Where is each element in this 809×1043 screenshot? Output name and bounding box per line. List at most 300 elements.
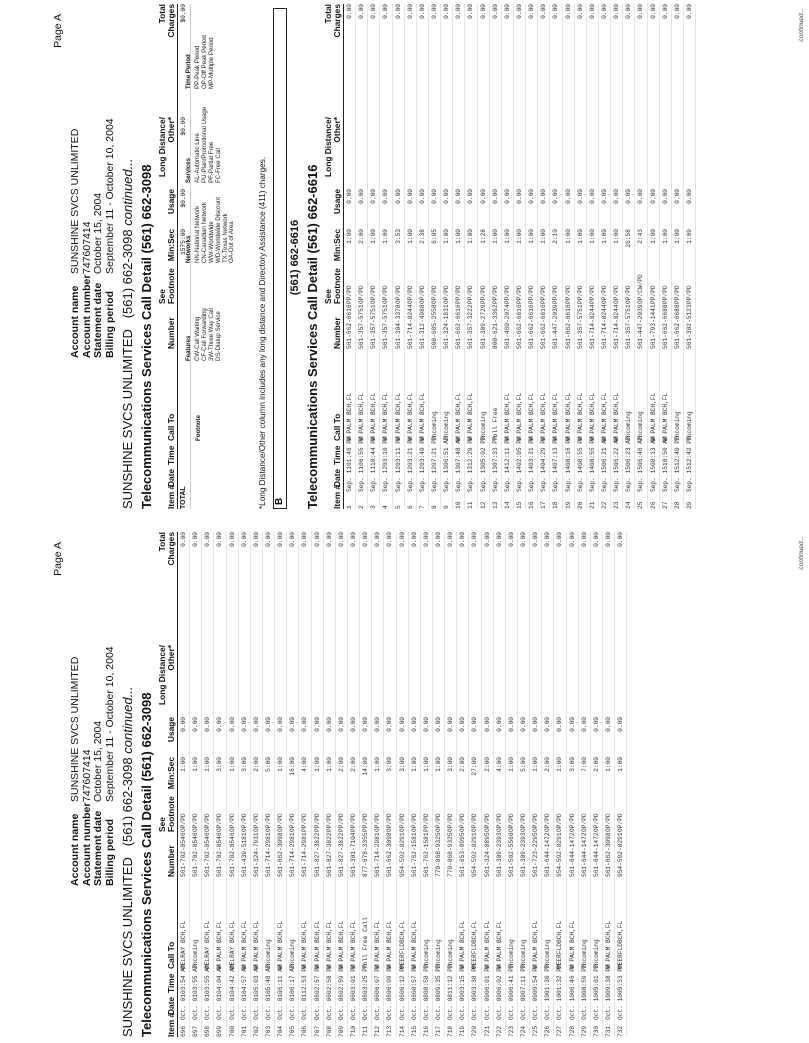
- number-cell: 954-592-0291: [398, 832, 406, 877]
- table-row: [465, 4, 477, 509]
- number-cell: 561-324-7931: [252, 832, 260, 877]
- date-cell: Oct. 01: [252, 994, 260, 1020]
- usage-cell: 0.00: [649, 189, 657, 204]
- long-distance-note: *Long Distance/Other column includes any long distance and Directory Assistance (411) charges.: [258, 156, 267, 509]
- number-cell: 877-678-3355: [362, 832, 370, 877]
- item-cell: 697: [192, 1025, 200, 1037]
- footnote-cell: OP/PD: [398, 813, 406, 832]
- total-cell: 0.00: [443, 4, 451, 19]
- billing-period-label: Billing period: [103, 290, 116, 358]
- total-cell: 0.00: [483, 532, 491, 547]
- item-cell: 710: [349, 1025, 357, 1037]
- table-row: [239, 532, 251, 1037]
- number-cell: 561-309-2393: [495, 832, 503, 877]
- table-row: [490, 4, 502, 509]
- minsec-cell: 2:00: [544, 757, 552, 772]
- time-cell: 03:25 PM: [362, 964, 370, 994]
- call-to-cell: W PALM BCH,FL: [588, 392, 596, 441]
- legend-item: OP-Off Peak Period: [200, 35, 208, 89]
- number-cell: 561-702-8546: [228, 832, 236, 877]
- time-cell: 06:02 PM: [495, 964, 503, 994]
- total-cell: 0.00: [325, 532, 333, 547]
- table-row: [526, 4, 538, 509]
- number-cell: 561-502-5560: [507, 832, 515, 877]
- call-to-cell: W PALM BCH,FL: [346, 392, 353, 441]
- call-to-cell: Toll Free Call: [362, 917, 370, 969]
- minsec-cell: 1:00: [434, 757, 442, 772]
- call-to-cell: W PALM BCH,FL: [649, 392, 657, 441]
- col-see: See: [157, 817, 167, 832]
- item-cell: 718: [447, 1025, 455, 1037]
- footnote-cell: PP/PD: [362, 813, 370, 832]
- minsec-cell: 1:00: [277, 757, 285, 772]
- minsec-cell: 3:00: [568, 757, 576, 772]
- number-cell: 561-762-1581: [410, 832, 418, 877]
- table-row: [251, 532, 263, 1037]
- date-cell: Oct. 08: [422, 994, 430, 1020]
- time-cell: 02:59 PM: [337, 964, 345, 994]
- total-cell: 0.00: [552, 4, 560, 19]
- time-cell: 03:38 PM: [471, 964, 479, 994]
- number-cell: 561-447-2039: [552, 304, 560, 349]
- footnote-cell: OP/PD: [544, 813, 552, 832]
- col-usage: Usage: [166, 717, 176, 743]
- col-usage: Usage: [332, 189, 342, 215]
- total-cell: 0.00: [495, 532, 503, 547]
- time-cell: 03:40 PM: [418, 436, 426, 466]
- call-to-cell: DEERFLDBCH,FL: [617, 920, 625, 969]
- call-to-cell: W PALM BCH,FL: [358, 392, 366, 441]
- number-cell: 561-357-5751: [576, 304, 584, 349]
- minsec-cell: 1:00: [180, 757, 187, 772]
- call-to-cell: Incoming: [673, 411, 681, 441]
- number-cell: 561-714-0244: [406, 304, 414, 349]
- item-cell: 2: [358, 505, 366, 509]
- total-cell: 0.00: [479, 4, 487, 19]
- item-cell: 708: [325, 1025, 333, 1037]
- col-footnote: Footnote: [332, 268, 342, 304]
- date-cell: Oct. 06: [362, 994, 370, 1020]
- total-cell: 0.00: [625, 4, 633, 19]
- usage-cell: 0.00: [613, 189, 621, 204]
- col-footnote: Footnote: [166, 268, 176, 304]
- table-row: [550, 4, 562, 509]
- number-cell: 561-662-3098: [277, 832, 285, 877]
- date-cell: Oct. 01: [264, 994, 272, 1020]
- usage-cell: 0.00: [661, 189, 669, 204]
- time-cell: 12:29 PM: [467, 436, 475, 466]
- total-cell: 0.00: [515, 4, 523, 19]
- time-cell: 12:11 PM: [503, 436, 511, 466]
- footnote-cell: PP/PD: [588, 285, 596, 304]
- footnote-cell: OP/PD: [434, 813, 442, 832]
- table-row: [469, 532, 481, 1037]
- minsec-cell: 1:00: [192, 757, 200, 772]
- usage-cell: 0.00: [406, 189, 414, 204]
- table-row: [506, 532, 518, 1037]
- table-row: [360, 532, 372, 1037]
- footnote-cell: OP/PD: [410, 813, 418, 832]
- number-cell: 561-460-2074: [503, 304, 511, 349]
- table-row: [190, 532, 202, 1037]
- call-to-cell: Incoming: [519, 939, 527, 969]
- call-to-cell: W PALM BCH,FL: [495, 920, 503, 969]
- date-cell: Sep. 14: [540, 466, 548, 492]
- table-row: [409, 532, 421, 1037]
- table-row: [542, 532, 554, 1037]
- total-cell: 0.00: [264, 532, 272, 547]
- table-row: [502, 4, 514, 509]
- time-cell: 06:46 AM: [637, 436, 645, 466]
- date-cell: Sep. 12: [418, 466, 426, 492]
- account-info: [70, 646, 116, 886]
- total-cell: 0.00: [592, 532, 600, 547]
- legend-services-title: Services: [185, 157, 192, 183]
- col-time: Time: [166, 973, 176, 993]
- number-cell: 561-447-2039: [637, 304, 645, 349]
- footnote-cell: OP/PD: [216, 813, 224, 832]
- minsec-cell: 2:10: [552, 229, 560, 244]
- item-cell: 730: [592, 1025, 600, 1037]
- number-cell: 561-702-8546: [216, 832, 224, 877]
- minsec-cell: 2:00: [337, 757, 345, 772]
- col-minsec: Min:Sec: [332, 229, 342, 262]
- date-cell: Oct. 10: [617, 994, 625, 1020]
- total-cell: 0.00: [673, 4, 681, 19]
- total-cell: 0.00: [600, 4, 608, 19]
- usage-cell: 0.00: [422, 717, 430, 732]
- time-cell: 09:54 PM: [532, 964, 540, 994]
- legend-time-period: [186, 35, 216, 89]
- time-cell: 06:41 PM: [507, 964, 515, 994]
- usage-cell: 0.00: [556, 717, 564, 732]
- date-cell: Sep. 14: [515, 466, 523, 492]
- right-page: [0, 0, 809, 515]
- date-cell: Oct. 06: [398, 994, 406, 1020]
- call-to-cell: DEERFLDBCH,FL: [398, 920, 406, 969]
- total-cell: 0.00: [406, 4, 414, 19]
- col-item: Item #: [166, 484, 176, 509]
- item-cell: 14: [503, 501, 511, 509]
- call-to-cell: W PALM BCH,FL: [374, 920, 382, 969]
- footnote-cell: OP/PD: [625, 285, 633, 304]
- account-number: 747607414: [80, 749, 93, 802]
- time-cell: 05:03 AM: [252, 964, 260, 994]
- date-cell: Oct. 06: [386, 994, 394, 1020]
- minsec-cell: 7:00: [580, 757, 588, 772]
- legend-services: [186, 107, 223, 183]
- usage-cell: 0.00: [370, 189, 378, 204]
- footnote-cell: OP/PD: [556, 813, 564, 832]
- total-charges: $0.00: [180, 4, 187, 23]
- table-row: [348, 532, 360, 1037]
- usage-cell: 0.00: [617, 717, 625, 732]
- item-cell: 26: [649, 501, 657, 509]
- date-cell: Sep. 14: [552, 466, 560, 492]
- footnote-cell: OP/PD: [600, 285, 608, 304]
- table-header: [322, 4, 344, 509]
- time-cell: 03:15 PM: [459, 964, 467, 994]
- footnote-cell: OP/PD: [406, 285, 414, 304]
- legend-networks-title: Networks: [185, 235, 192, 263]
- item-cell: 717: [434, 1025, 442, 1037]
- date-cell: Sep. 13: [479, 466, 487, 492]
- table-row: [478, 4, 490, 509]
- call-to-cell: W PALM BCH,FL: [661, 392, 669, 441]
- total-cell: 0.00: [588, 4, 596, 19]
- time-cell: 02:05 PM: [515, 436, 523, 466]
- call-to-cell: Incoming: [507, 939, 515, 969]
- usage-cell: 0.00: [228, 717, 236, 732]
- table-row: [563, 4, 575, 509]
- usage-cell: 0.00: [447, 717, 455, 732]
- total-cell: 0.00: [544, 532, 552, 547]
- usage-cell: 0.00: [528, 189, 536, 204]
- time-cell: 08:57 PM: [410, 964, 418, 994]
- number-cell: 561-644-1472: [568, 832, 576, 877]
- table-row: [575, 4, 587, 509]
- usage-cell: 0.00: [495, 717, 503, 732]
- table-row: [368, 4, 380, 509]
- minsec-cell: 3:00: [398, 757, 406, 772]
- date-cell: Oct. 01: [301, 994, 309, 1020]
- footnote-cell: PP/PD: [552, 285, 560, 304]
- item-cell: 25: [637, 501, 645, 509]
- total-cell: 0.00: [528, 4, 536, 19]
- total-cell: 0.00: [346, 4, 353, 19]
- footnote-cell: OP/PD: [568, 813, 576, 832]
- footnote-cell: PP/PD: [349, 813, 357, 832]
- date-cell: Sep. 15: [637, 466, 645, 492]
- date-cell: Oct. 06: [410, 994, 418, 1020]
- call-to-cell: W PALM BCH,FL: [503, 392, 511, 441]
- col-time: Time: [332, 445, 342, 465]
- minsec-cell: 1:00: [588, 229, 596, 244]
- item-cell: 23: [613, 501, 621, 509]
- minsec-cell: 1:00: [532, 757, 540, 772]
- call-to-cell: Incoming: [430, 411, 438, 441]
- number-cell: 561-662-6616: [346, 304, 353, 349]
- col-other: Other*: [166, 117, 176, 143]
- usage-cell: 0.00: [394, 189, 402, 204]
- usage-cell: 0.00: [337, 717, 345, 732]
- item-cell: 17: [540, 501, 548, 509]
- time-cell: 05:48 AM: [264, 964, 272, 994]
- total-cell: 0.00: [685, 4, 693, 19]
- usage-cell: 0.00: [552, 189, 560, 204]
- minsec-cell: 2:00: [252, 757, 260, 772]
- time-cell: 05:02 PM: [479, 436, 487, 466]
- item-cell: 27: [661, 501, 669, 509]
- minsec-cell: 2:00: [483, 757, 491, 772]
- date-cell: Oct. 09: [459, 994, 467, 1020]
- table-row: [405, 4, 417, 509]
- item-cell: 4: [382, 505, 390, 509]
- footnote-cell: OP/PD: [358, 285, 366, 304]
- footnote-cell: OP/PD: [604, 813, 612, 832]
- footnote-cell: OP/PD: [430, 285, 438, 304]
- number-cell: 561-662-3098: [604, 832, 612, 877]
- number-cell: 561-702-8546: [180, 832, 187, 877]
- page-label: Page A: [52, 542, 64, 576]
- minsec-cell: 1:00: [443, 229, 451, 244]
- total-cell: 0.00: [507, 532, 515, 547]
- number-cell: 954-592-0291: [617, 832, 625, 877]
- account-name-label: Account name: [69, 285, 81, 358]
- usage-cell: 0.00: [604, 717, 612, 732]
- footnote-cell: OP/PD: [370, 285, 378, 304]
- usage-cell: 0.00: [252, 717, 260, 732]
- time-cell: 12:53 PM: [301, 964, 309, 994]
- minsec-cell: 2:00: [358, 229, 366, 244]
- legend-item: CF-Call Forwarding: [200, 308, 208, 361]
- date-cell: Sep. 15: [661, 466, 669, 492]
- footnote-cell: OP/PD: [495, 813, 503, 832]
- time-cell: 06:11 AM: [277, 964, 285, 994]
- footnote-cell: OP/PD: [180, 813, 187, 832]
- statement-date: October 15, 2004: [92, 192, 105, 274]
- col-minsec: Min:Sec: [166, 757, 176, 790]
- footnote-cell: PP/PD: [313, 813, 321, 832]
- item-cell: 13: [491, 501, 499, 509]
- item-cell: 3: [370, 505, 378, 509]
- number-cell: 561-324-8895: [483, 832, 491, 877]
- footnote-cell: PP/PD: [467, 285, 475, 304]
- call-to-cell: W PALM BCH,FL: [467, 392, 475, 441]
- table-row: [482, 532, 494, 1037]
- call-to-cell: Incoming: [479, 411, 487, 441]
- footnote-cell: PP/PD: [422, 813, 430, 832]
- usage-cell: 0.00: [349, 717, 357, 732]
- call-to-cell: DELRAY BCH,FL: [180, 920, 187, 969]
- minsec-cell: 1:00: [507, 757, 515, 772]
- date-cell: Oct. 09: [532, 994, 540, 1020]
- item-cell: 11: [467, 501, 475, 509]
- total-cell: 0.00: [613, 4, 621, 19]
- total-cell: 0.00: [374, 532, 382, 547]
- time-cell: 06:23 AM: [625, 436, 633, 466]
- footnote-cell: PP/PD: [491, 285, 499, 304]
- statement-date: October 15, 2004: [92, 720, 105, 802]
- item-cell: 696: [180, 1025, 187, 1037]
- continued-note: continued...: [798, 536, 805, 570]
- time-cell: 03:31 PM: [528, 436, 536, 466]
- col-other: Other*: [332, 117, 342, 143]
- table-header: [156, 532, 178, 1037]
- total-cell: 0.00: [386, 532, 394, 547]
- number-cell: 561-301-7104: [349, 832, 357, 877]
- col-call-to: Call To: [166, 941, 176, 969]
- footnote-cell: PP/PD: [346, 285, 353, 304]
- time-cell: 07:13 PM: [552, 436, 560, 466]
- call-to-cell: W PALM BCH,FL: [410, 920, 418, 969]
- total-cell: 0.00: [580, 532, 588, 547]
- usage-cell: 0.00: [491, 189, 499, 204]
- date-cell: Sep. 11: [370, 466, 378, 492]
- minsec-cell: 1:00: [325, 757, 333, 772]
- item-cell: 21: [588, 501, 596, 509]
- footnote-cell: OP/PD: [613, 285, 621, 304]
- date-cell: Sep. 15: [649, 466, 657, 492]
- call-detail-table: [156, 532, 627, 1037]
- minsec-cell: 3:00: [447, 757, 455, 772]
- minsec-cell: 14:00: [362, 757, 370, 776]
- call-to-cell: W PALM BCH,FL: [386, 920, 394, 969]
- time-cell: 03:21 PM: [406, 436, 414, 466]
- time-cell: 10:44 PM: [370, 436, 378, 466]
- usage-cell: 0.00: [180, 717, 187, 732]
- section-title: Telecommunications Services Call Detail (561) 662-3098: [139, 164, 154, 509]
- usage-cell: 0.00: [673, 189, 681, 204]
- time-cell: 06:51 AM: [443, 436, 451, 466]
- item-cell: 723: [507, 1025, 515, 1037]
- date-cell: Oct. 01: [216, 994, 224, 1020]
- time-cell: 08:55 PM: [588, 436, 596, 466]
- usage-cell: 0.00: [467, 189, 475, 204]
- number-cell: 561-309-2393: [519, 832, 527, 877]
- date-cell: Sep. 11: [346, 466, 353, 492]
- minsec-cell: 1:00: [528, 229, 536, 244]
- number-cell: 561-439-5181: [240, 832, 248, 877]
- minsec-cell: 1:00: [370, 229, 378, 244]
- number-cell: 561-762-1581: [422, 832, 430, 877]
- table-row: [287, 532, 299, 1037]
- minsec-cell: 1:00: [228, 757, 236, 772]
- table-row: [441, 4, 453, 509]
- billing-period: September 11 - October 10, 2004: [103, 118, 116, 274]
- footnote-cell: OP/PD: [240, 813, 248, 832]
- minsec-cell: 1:28: [479, 229, 487, 244]
- usage-cell: 0.00: [507, 717, 515, 732]
- date-cell: Sep. 11: [358, 466, 366, 492]
- item-cell: 19: [564, 501, 572, 509]
- col-see: See: [323, 289, 333, 304]
- table-row: [356, 4, 368, 509]
- table-row: [579, 532, 591, 1037]
- total-long-distance: $0.00: [180, 117, 187, 136]
- usage-cell: 0.00: [434, 717, 442, 732]
- call-to-cell: W PALM BCH,FL: [600, 392, 608, 441]
- time-cell: 08:55 PM: [576, 436, 584, 466]
- item-cell: 5: [394, 505, 402, 509]
- date-cell: Sep. 12: [394, 466, 402, 492]
- total-cell: 0.00: [491, 4, 499, 19]
- account-number-label: Account number: [80, 802, 93, 886]
- table-row: [324, 532, 336, 1037]
- minsec-cell: 1:09: [685, 229, 693, 244]
- date-cell: Sep. 14: [588, 466, 596, 492]
- section-phone: (561) 662-6616: [289, 219, 301, 296]
- usage-cell: 0.00: [564, 189, 572, 204]
- call-to-cell: Incoming: [434, 939, 442, 969]
- col-total: Total: [157, 4, 167, 24]
- call-to-cell: W PALM BCH,FL: [552, 392, 560, 441]
- item-cell: 716: [422, 1025, 430, 1037]
- billing-period: September 11 - October 10, 2004: [103, 646, 116, 802]
- total-cell: 0.00: [240, 532, 248, 547]
- date-cell: Oct. 09: [495, 994, 503, 1020]
- table-row: [445, 532, 457, 1037]
- call-to-cell: Incoming: [580, 939, 588, 969]
- call-to-cell: W PALM BCH,FL: [455, 392, 463, 441]
- total-cell: 0.00: [289, 532, 297, 547]
- call-to-cell: W PALM BCH,FL: [370, 392, 378, 441]
- account-name-label: Account name: [69, 813, 81, 886]
- item-cell: 732: [617, 1025, 625, 1037]
- table-row: [567, 532, 579, 1037]
- item-cell: 18: [552, 501, 560, 509]
- call-to-cell: W PALM BCH,FL: [515, 392, 523, 441]
